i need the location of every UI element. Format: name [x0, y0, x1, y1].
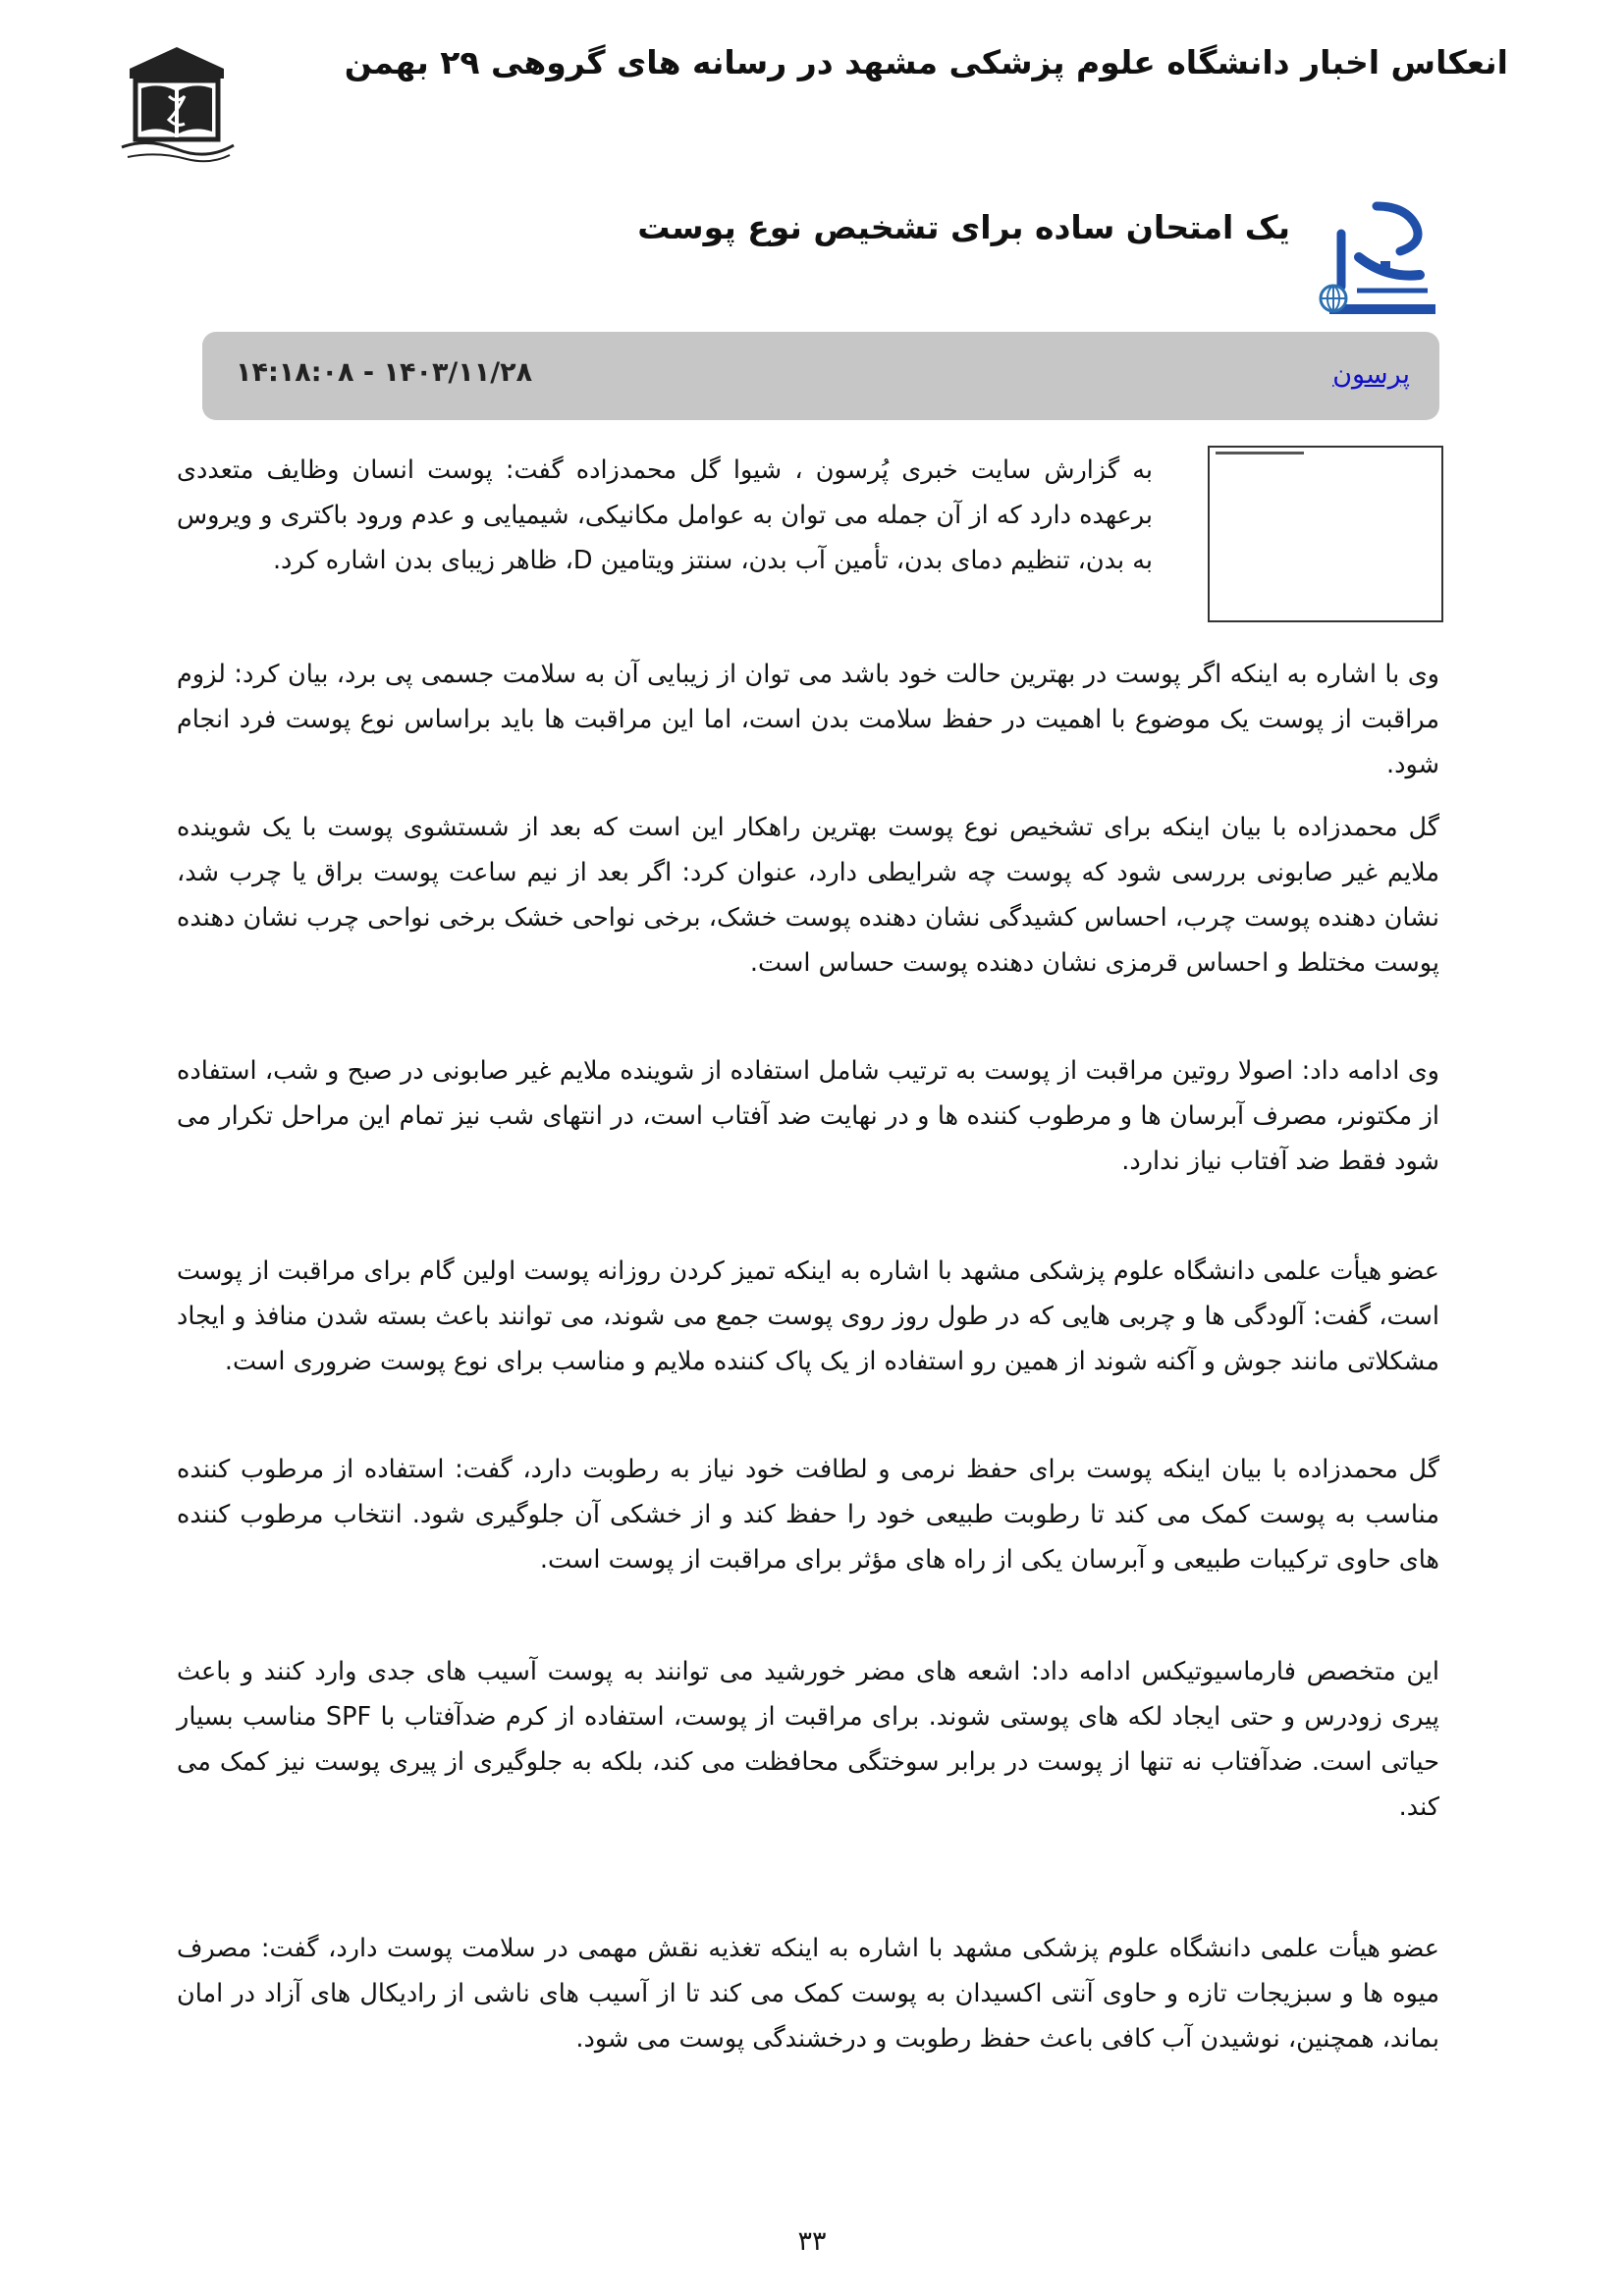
- source-link[interactable]: پرسون: [1332, 359, 1410, 390]
- page-header-title: انعکاس اخبار دانشگاه علوم پزشکی مشهد در رسانه های گروهی ۲۹ بهمن: [344, 43, 1508, 81]
- article-info-bar: [202, 332, 1439, 420]
- article-paragraph: به گزارش سایت خبری پُرسون ، شیوا گل محمدزاده گفت: پوست انسان وظایف متعددی برعهده دارد که از آن جمله می توان به عوامل مکانیکی، شیمیایی و عدم ورود باکتری و ویروس به بدن، تنظیم دمای بدن، تأمین آب بدن، سنتز ویتامین D، ظاهر زیبای بدن اشاره کرد.: [177, 455, 1153, 575]
- article-paragraph: عضو هیأت علمی دانشگاه علوم پزشکی مشهد با اشاره به اینکه تمیز کردن روزانه پوست اولین گام برای مراقبت از پوست است، گفت: آلودگی ها و چربی هایی که در طول روز روی پوست جمع می شوند، می توانند باعث بسته شدن منافذ و ایجاد مشکلاتی مانند جوش و آکنه شوند از همین رو استفاده از یک پاک کننده ملایم و مناسب برای نوع پوست ضروری است.: [177, 1256, 1439, 1376]
- article-paragraph: این متخصص فارماسیوتیکس ادامه داد: اشعه های مضر خورشید می توانند به پوست آسیب های جدی وارد کنند و باعث پیری زودرس و حتی ایجاد لکه های پوستی شوند. برای مراقبت از پوست، استفاده از کرم ضدآفتاب با SPF مناسب بسیار حیاتی است. ضدآفتاب نه تنها از پوست در برابر سوختگی محافظت می کند، بلکه به جلوگیری از پیری پوست نیز کمک می کند.: [177, 1657, 1439, 1822]
- article-title: یک امتحان ساده برای تشخیص نوع پوست: [637, 208, 1290, 246]
- article-paragraph: وی با اشاره به اینکه اگر پوست در بهترین حالت خود باشد می توان از زیبایی آن به سلامت جسمی پی برد، بیان کرد: لزوم مراقبت از پوست یک موضوع با اهمیت در حفظ سلامت بدن است، اما این مراقبت ها باید براساس نوع پوست فرد انجام شود.: [177, 660, 1439, 779]
- page-number: ۳۳: [797, 2226, 827, 2257]
- article-paragraph: عضو هیأت علمی دانشگاه علوم پزشکی مشهد با اشاره به اینکه تغذیه نقش مهمی در سلامت پوست دارد، گفت: مصرف میوه ها و سبزیجات تازه و حاوی آنتی اکسیدان به پوست کمک می کند تا از آسیب های ناشی از رادیکال های آزاد در امان بماند، همچنین، نوشیدن آب کافی باعث حفظ رطوبت و درخشندگی پوست می شود.: [177, 1934, 1439, 2054]
- article-image-placeholder: [1208, 446, 1443, 622]
- article-paragraph: گل محمدزاده با بیان اینکه برای تشخیص نوع پوست بهترین راهکار این است که بعد از شستشوی پوست با یک شوینده ملایم غیر صابونی بررسی شود که پوست چه شرایطی دارد، عنوان کرد: اگر بعد از نیم ساعت پوست براق یا چرب شد، نشان دهنده پوست چرب، احساس کشیدگی نشان دهنده پوست خشک، برخی نواحی خشک برخی نواحی چرب نشان دهنده پوست مختلط و احساس قرمزی نشان دهنده پوست حساس است.: [177, 813, 1439, 978]
- university-emblem-icon: [108, 39, 245, 167]
- porsoon-logo-icon: [1318, 196, 1439, 318]
- article-paragraph: وی ادامه داد: اصولا روتین مراقبت از پوست به ترتیب شامل استفاده از شوینده ملایم غیر صابونی در صبح و شب، استفاده از مکتونر، مصرف آبرسان ها و مرطوب کننده ها و در نهایت ضد آفتاب است، در انتهای شب نیز تمام این مراحل تکرار می شود فقط ضد آفتاب نیاز ندارد.: [177, 1056, 1439, 1176]
- article-paragraph: گل محمدزاده با بیان اینکه پوست برای حفظ نرمی و لطافت خود نیاز به رطوبت دارد، گفت: استفاده از مرطوب کننده مناسب به پوست کمک می کند تا رطوبت طبیعی خود را حفظ کند و از خشکی آن جلوگیری شود. انتخاب مرطوب کننده های حاوی ترکیبات طبیعی و آبرسان یکی از راه های مؤثر برای مراقبت از پوست است.: [177, 1455, 1439, 1575]
- publish-datetime: ۱۴۰۳/۱۱/۲۸ - ۱۴:۱۸:۰۸: [236, 357, 533, 388]
